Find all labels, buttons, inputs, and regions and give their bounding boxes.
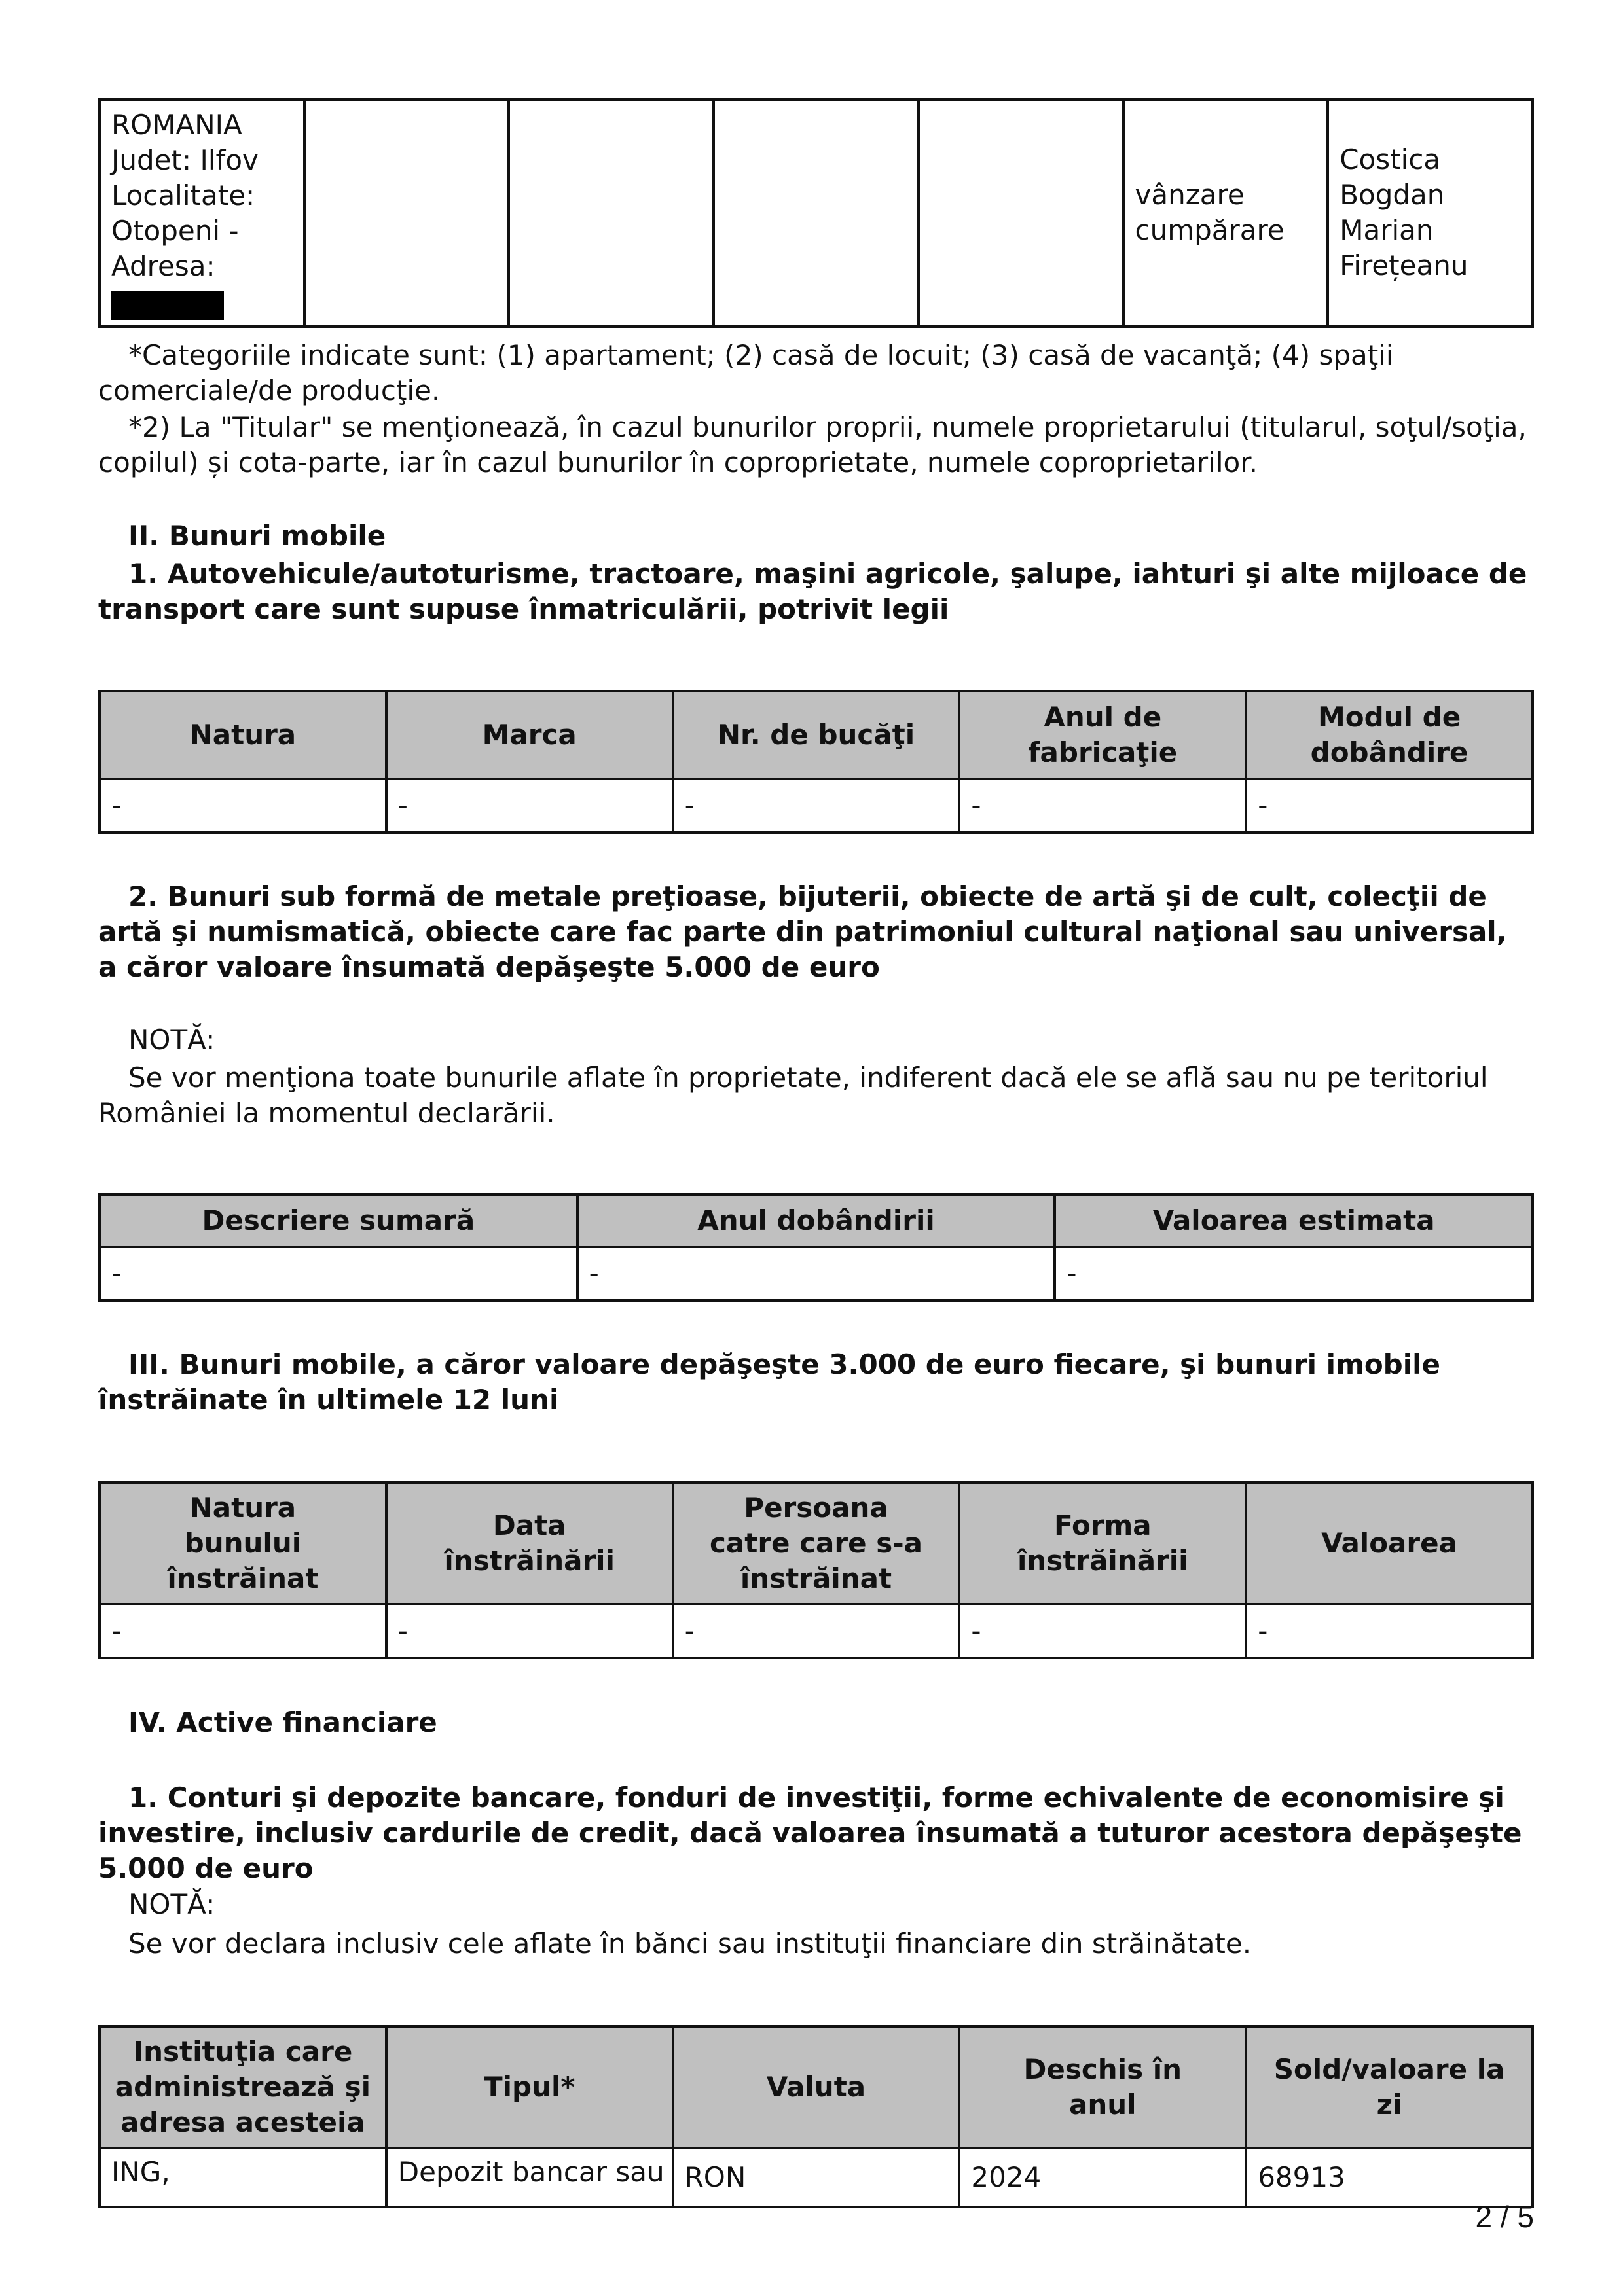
table-cell: - <box>959 779 1246 833</box>
real-estate-table <box>98 98 1534 328</box>
note-label: NOTĂ: <box>128 1024 215 1056</box>
alienated-assets-table <box>98 1481 1534 1659</box>
table-cell: ING, <box>100 2148 386 2207</box>
col-header: Valoarea <box>1246 1482 1533 1604</box>
col-header: Natura bunului înstrăinat <box>100 1482 386 1604</box>
owner-cell <box>1328 99 1533 327</box>
note-categories: *Categoriile indicate sunt: (1) apartament; (2) casă de locuit; (3) casă de vacanţă; (4) spaţii comerciale/de producţie. <box>98 339 1394 406</box>
table-cell: - <box>100 779 386 833</box>
table-cell: - <box>100 1604 386 1658</box>
table-cell: RON <box>673 2148 960 2207</box>
table-cell: 2024 <box>959 2148 1246 2207</box>
table-cell: - <box>673 1604 960 1658</box>
col-header: Tipul* <box>386 2026 673 2148</box>
table-cell: - <box>100 1247 577 1300</box>
section-4-title: IV. Active financiare <box>128 1706 437 1738</box>
col-header: Descriere sumară <box>100 1194 577 1247</box>
col-header: Deschis în anul <box>959 2026 1246 2148</box>
table-cell: - <box>1246 779 1533 833</box>
owner-line: Bogdan <box>1340 179 1445 211</box>
redacted-address <box>111 291 224 320</box>
section-2-title: II. Bunuri mobile <box>128 520 386 552</box>
col-header: Nr. de bucăţi <box>673 691 960 779</box>
section-4-1-title: 1. Conturi şi depozite bancare, fonduri de investiţii, forme echivalente de economisire şi investire, inclusiv cardurile de credit, dacă valoarea însumată a tuturor acestora depăşeşte 5.000 de euro <box>98 1782 1522 1884</box>
empty-cell <box>714 99 919 327</box>
note-titular: *2) La "Titular" se menţionează, în cazul bunurilor proprii, numele proprietarului (titularul, soţul/soţia, copilul) și cota-parte, iar în cazul bunurilor în coproprietate, numele coproprietarilor. <box>98 411 1527 478</box>
table-cell: - <box>386 779 673 833</box>
bank-accounts-table <box>98 2025 1534 2208</box>
empty-cell <box>509 99 714 327</box>
col-header: Instituţia care administrează şi adresa acesteia <box>100 2026 386 2148</box>
location-cell <box>100 99 304 327</box>
empty-cell <box>304 99 509 327</box>
table-cell: - <box>1246 1604 1533 1658</box>
table-cell: - <box>959 1604 1246 1658</box>
table-row <box>100 2148 1533 2207</box>
table-cell: - <box>386 1604 673 1658</box>
section-3-title: III. Bunuri mobile, a căror valoare depăşeşte 3.000 de euro fiecare, şi bunuri imobile înstrăinate în ultimele 12 luni <box>98 1348 1441 1416</box>
col-header: Persoana catre care s-a înstrăinat <box>673 1482 960 1604</box>
col-header: Anul dobândirii <box>577 1194 1055 1247</box>
col-header: Anul de fabricaţie <box>959 691 1246 779</box>
col-header: Modul de dobândire <box>1246 691 1533 779</box>
location-line: Judet: Ilfov <box>111 144 259 176</box>
section-2-1-title: 1. Autovehicule/autoturisme, tractoare, maşini agricole, şalupe, iahturi şi alte mijloace de transport care sunt supuse înmatriculării, potrivit legii <box>98 558 1527 625</box>
col-header: Data înstrăinării <box>386 1482 673 1604</box>
vehicles-table <box>98 690 1534 834</box>
note-label: NOTĂ: <box>128 1888 215 1920</box>
table-cell: Depozit bancar sau <box>386 2148 673 2207</box>
empty-cell <box>919 99 1123 327</box>
col-header: Forma înstrăinării <box>959 1482 1246 1604</box>
table-cell: 68913 <box>1246 2148 1533 2207</box>
page-number: 2 / 5 <box>1475 2200 1534 2234</box>
location-line: ROMANIA <box>111 109 242 141</box>
col-header: Valoarea estimata <box>1055 1194 1533 1247</box>
table-row <box>100 779 1533 833</box>
table-row <box>100 1604 1533 1658</box>
location-line: Localitate: <box>111 179 255 211</box>
owner-line: Firețeanu <box>1340 249 1468 282</box>
acquisition-line: cumpărare <box>1135 214 1285 247</box>
section-2-2-title: 2. Bunuri sub formă de metale preţioase, bijuterii, obiecte de artă şi de cult, colecţii de artă şi numismatică, obiecte care fac parte din patrimoniul cultural naţional sau universal, a căror valoare însumată depăşeşte 5.000 de euro <box>98 880 1507 983</box>
location-line: Otopeni - <box>111 215 239 247</box>
owner-line: Marian <box>1340 214 1434 247</box>
col-header: Natura <box>100 691 386 779</box>
owner-line: Costica <box>1340 143 1441 176</box>
table-cell: - <box>673 779 960 833</box>
col-header: Sold/valoare la zi <box>1246 2026 1533 2148</box>
note-text: Se vor menţiona toate bunurile aflate în proprietate, indiferent dacă ele se află sau nu pe teritoriul României la momentul declarării. <box>98 1062 1488 1129</box>
note-text: Se vor declara inclusiv cele aflate în bănci sau instituţii financiare din străinătate. <box>128 1928 1252 1960</box>
location-line: Adresa: <box>111 250 215 282</box>
acquisition-line: vânzare <box>1135 179 1245 211</box>
table-row <box>100 1247 1533 1300</box>
table-cell: - <box>1055 1247 1533 1300</box>
table-cell: - <box>577 1247 1055 1300</box>
acquisition-cell <box>1123 99 1328 327</box>
col-header: Valuta <box>673 2026 960 2148</box>
col-header: Marca <box>386 691 673 779</box>
valuables-table <box>98 1193 1534 1302</box>
